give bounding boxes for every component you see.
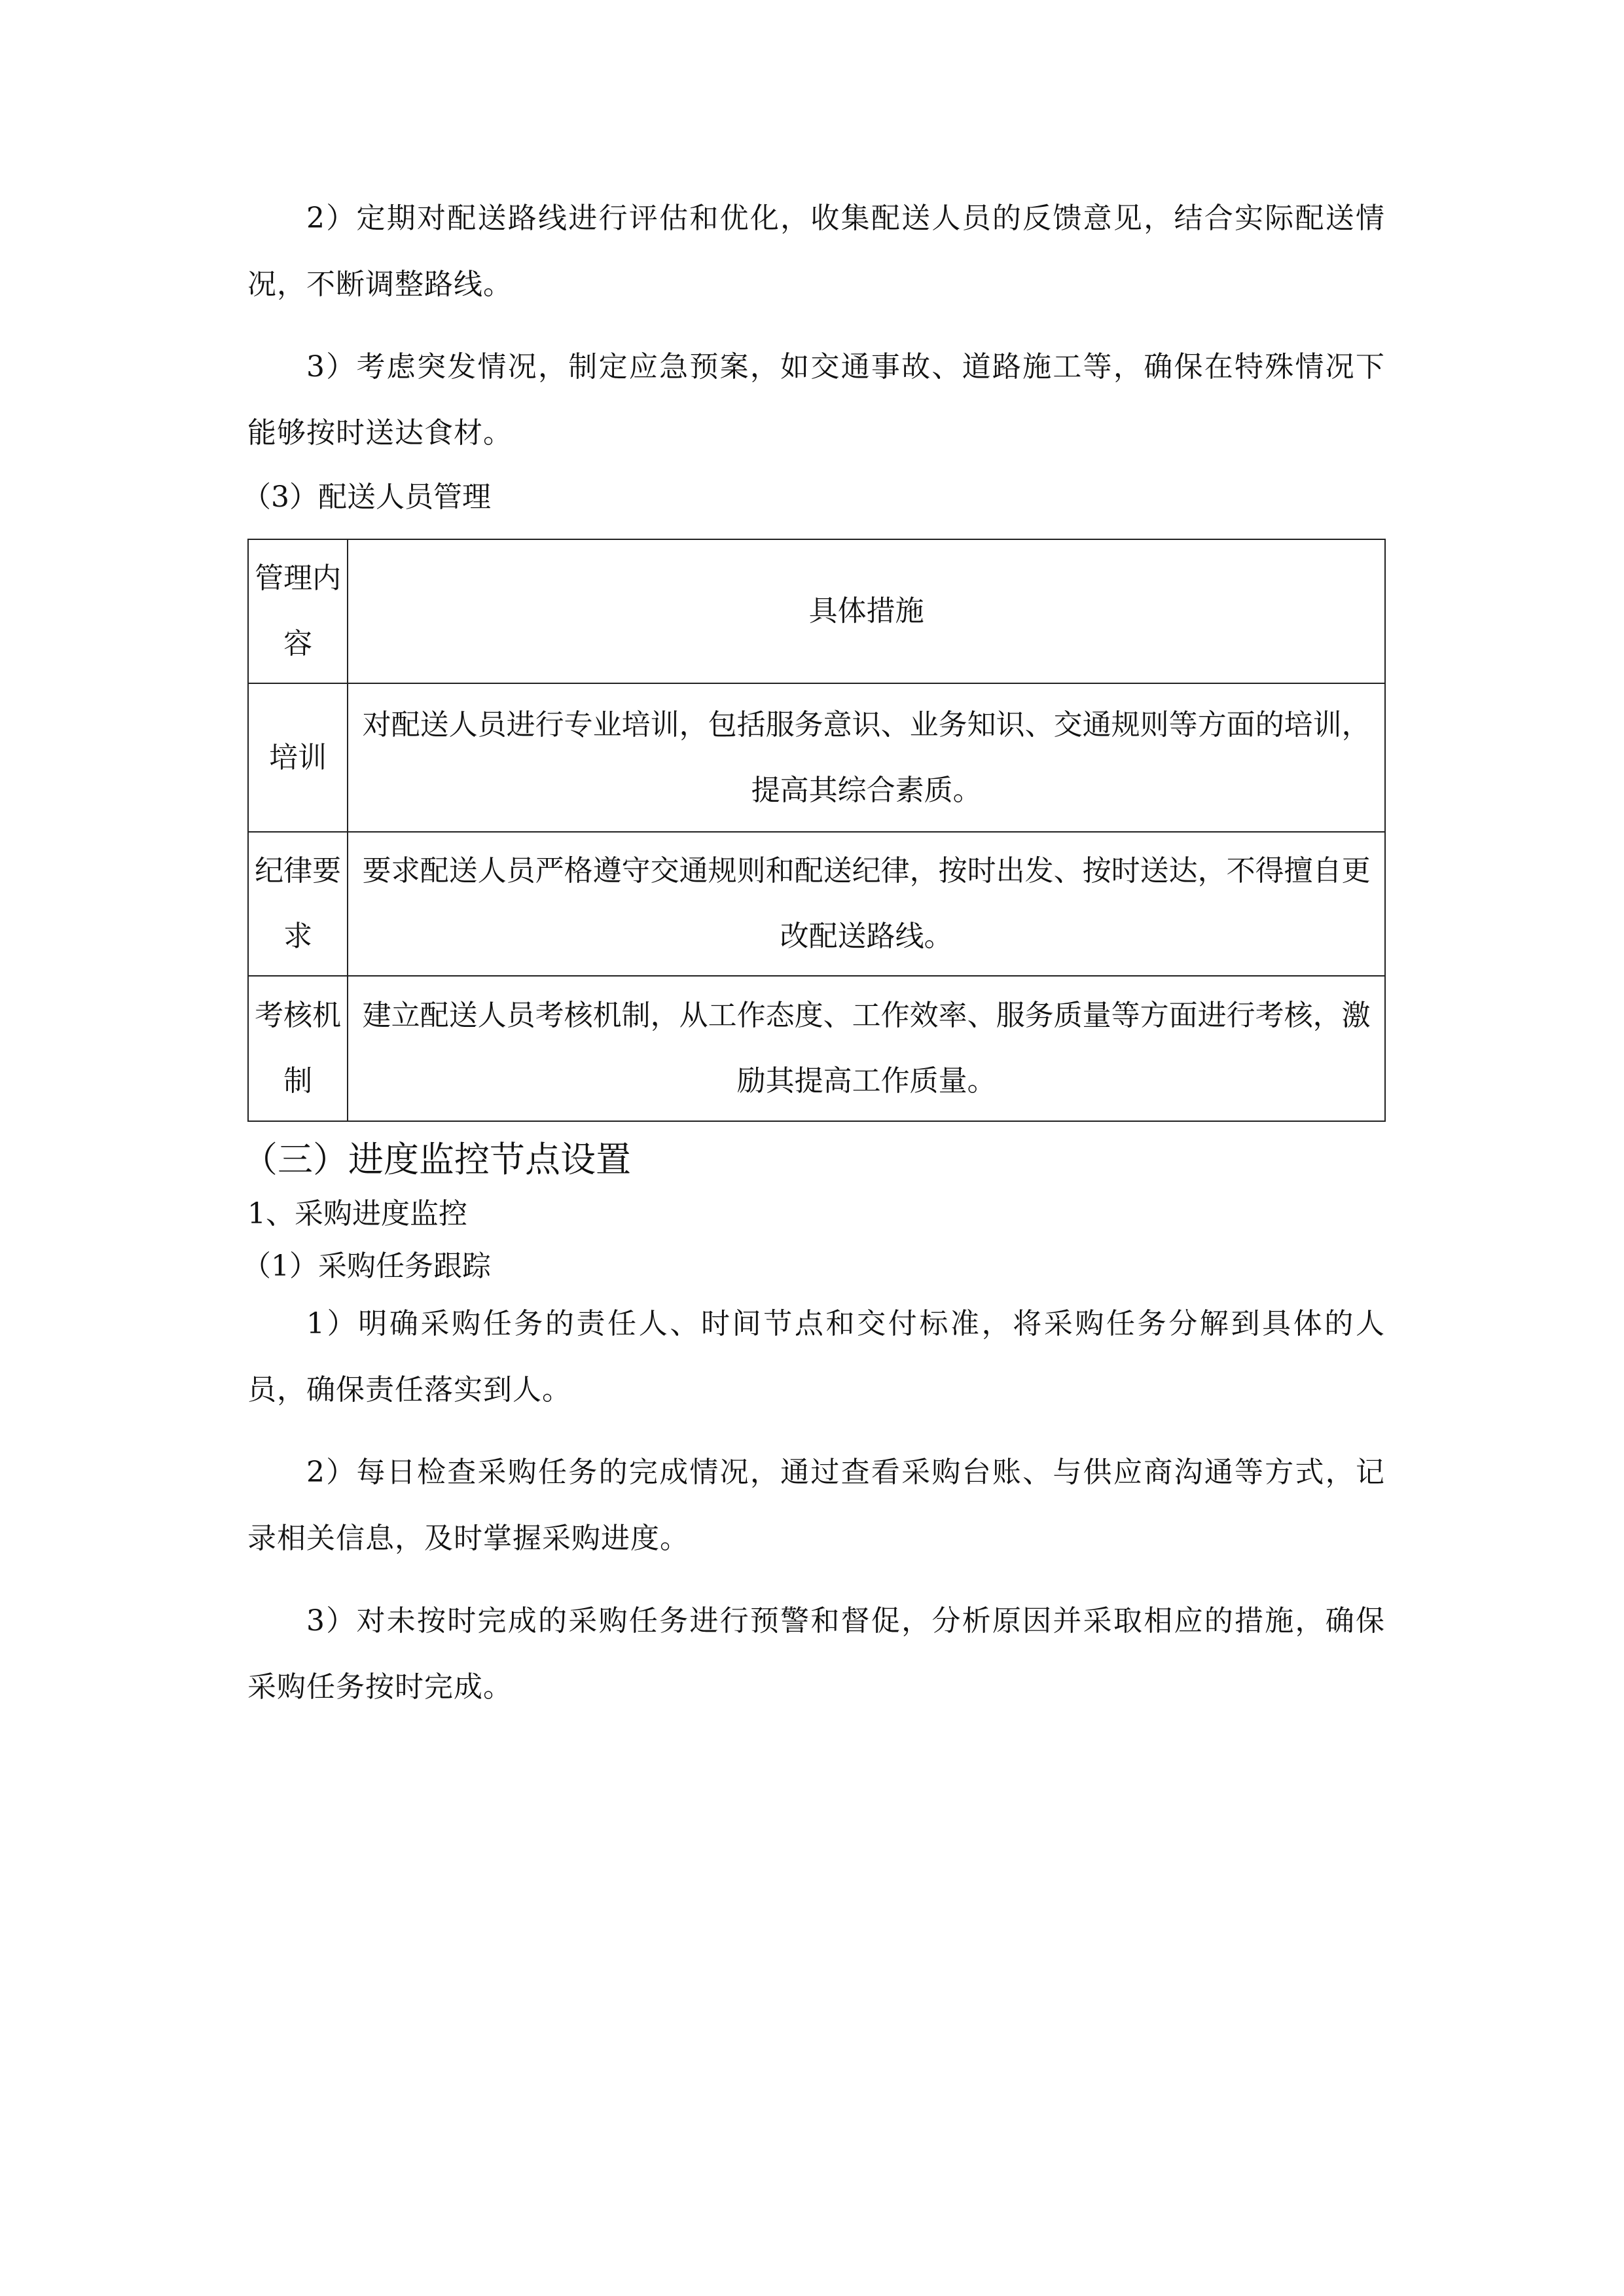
paragraph-daily-check: 2）每日检查采购任务的完成情况，通过查看采购台账、与供应商沟通等方式，记录相关信息，及时掌握采购进度。 [247,1456,1385,1555]
paragraph-emergency-plan: 3）考虑突发情况，制定应急预案，如交通事故、道路施工等，确保在特殊情况下能够按时送达食材。 [247,350,1385,450]
table-row [248,832,1385,976]
delivery-staff-table [247,539,1386,1122]
table-row [248,976,1385,1121]
subsection-delivery-staff: （3）配送人员管理 [242,480,491,514]
table-header-row [248,539,1385,683]
paragraph-warning: 3）对未按时完成的采购任务进行预警和督促，分析原因并采取相应的措施，确保采购任务按时完成。 [247,1604,1385,1704]
paragraph-responsibility: 1）明确采购任务的责任人、时间节点和交付标准，将采购任务分解到具体的人员，确保责任落实到人。 [247,1307,1385,1407]
row-measures-cell: 要求配送人员严格遵守交通规则和配送纪律，按时出发、按时送达，不得擅自更改配送路线。 [348,832,1385,976]
progress-section [242,1137,1385,1286]
row-measures-cell: 建立配送人员考核机制，从工作态度、工作效率、服务质量等方面进行考核，激励其提高工作质量。 [348,976,1385,1121]
paragraph-route-optimization: 2）定期对配送路线进行评估和优化，收集配送人员的反馈意见，结合实际配送情况，不断调整路线。 [247,202,1385,301]
item-heading: 1、采购进度监控 [247,1197,467,1230]
subsection-delivery-staff-wrap [242,478,1385,517]
bottom-paragraphs [247,1291,1385,1720]
section-heading: （三）进度监控节点设置 [242,1139,631,1180]
top-paragraphs [247,185,1385,466]
row-content-cell: 培训 [248,683,348,832]
subitem-heading: （1）采购任务跟踪 [242,1249,491,1283]
header-content-cell: 管理内容 [248,539,348,683]
row-measures-cell: 对配送人员进行专业培训，包括服务意识、业务知识、交通规则等方面的培训，提高其综合素质。 [348,683,1385,832]
header-measures-cell: 具体措施 [348,539,1385,683]
row-content-cell: 考核机制 [248,976,348,1121]
table-row [248,683,1385,832]
row-content-cell: 纪律要求 [248,832,348,976]
